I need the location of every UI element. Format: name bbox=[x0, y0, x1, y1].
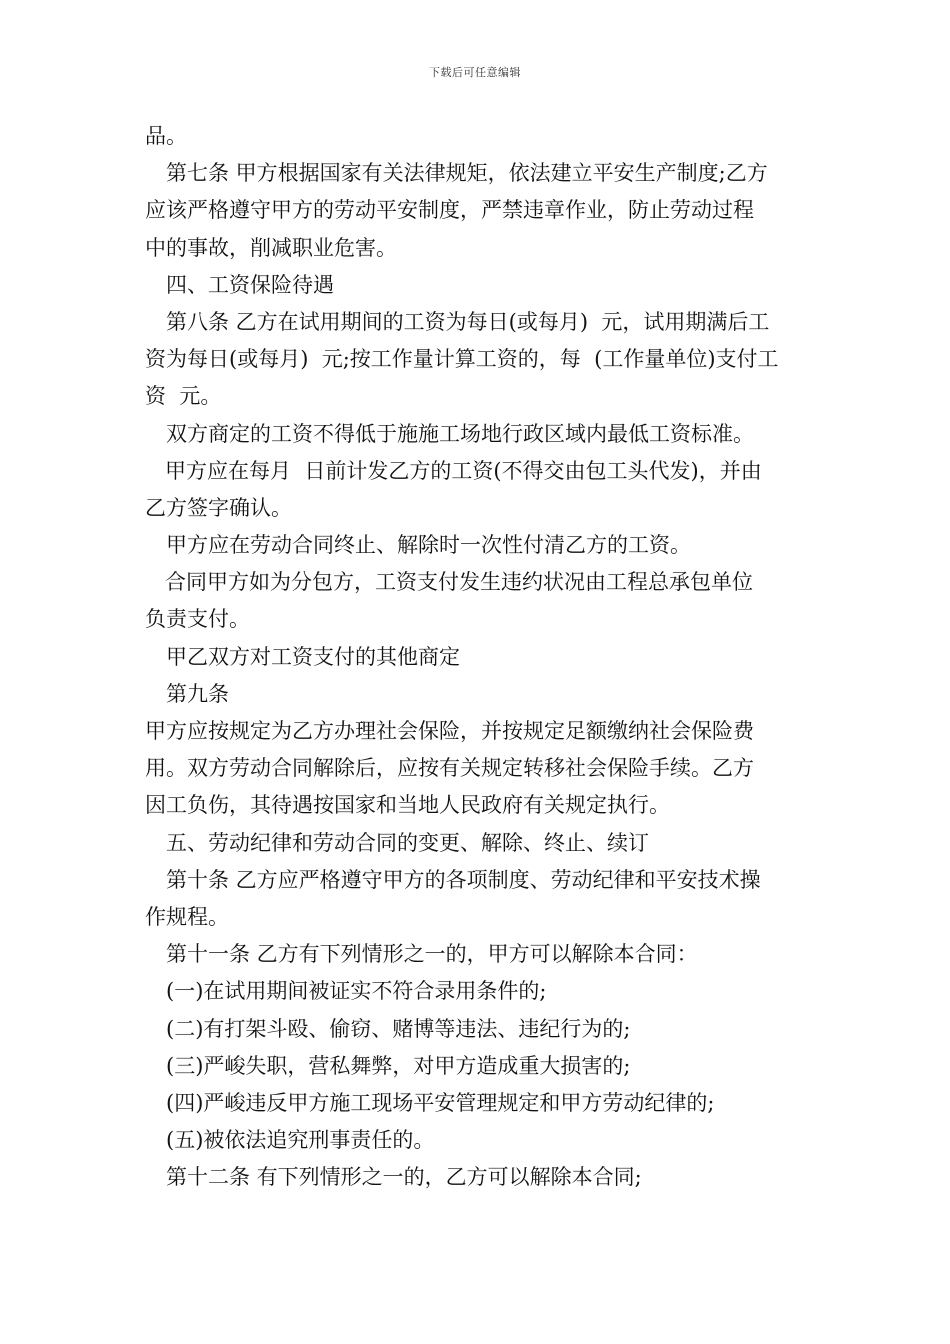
text-line: 甲方应在劳动合同终止、解除时一次性付清乙方的工资。 bbox=[166, 533, 691, 558]
text-line: 甲方应在每月 日前计发乙方的工资(不得交由包工头代发)，并由 bbox=[165, 458, 762, 483]
text-line: 资 元。 bbox=[145, 384, 222, 409]
text-line: 因工负伤，其待遇按国家和当地人民政府有关规定执行。 bbox=[145, 793, 670, 818]
text-line: 双方商定的工资不得低于施施工场地行政区域内最低工资标准。 bbox=[166, 421, 754, 446]
text-line: 资为每日(或每月) 元;按工作量计算工资的，每 (工作量单位)支付工 bbox=[145, 347, 779, 372]
article-7-line: 第七条 甲方根据国家有关法律规矩，依法建立平安生产制度;乙方 bbox=[166, 161, 768, 186]
list-item: (四)严峻违反甲方施工现场平安管理规定和甲方劳动纪律的; bbox=[166, 1090, 715, 1115]
article-11-line: 第十一条 乙方有下列情形之一的，甲方可以解除本合同： bbox=[166, 942, 698, 967]
list-item: (二)有打架斗殴、偷窃、赌博等违法、违纪行为的; bbox=[166, 1016, 631, 1041]
text-line: 负责支付。 bbox=[145, 607, 250, 632]
list-item: (一)在试用期间被证实不符合录用条件的; bbox=[166, 979, 547, 1004]
text-line: 品。 bbox=[145, 124, 187, 148]
list-item: (三)严峻失职，营私舞弊，对甲方造成重大损害的; bbox=[166, 1053, 631, 1078]
document-body bbox=[145, 118, 810, 1196]
article-8-line: 第八条 乙方在试用期间的工资为每日(或每月) 元，试用期满后工 bbox=[166, 309, 770, 334]
text-line: 用。双方劳动合同解除后，应按有关规定转移社会保险手续。乙方 bbox=[145, 756, 754, 781]
article-10-line: 第十条 乙方应严格遵守甲方的各项制度、劳动纪律和平安技术操 bbox=[166, 867, 761, 892]
text-line: 甲乙双方对工资支付的其他商定 bbox=[166, 644, 460, 669]
text-line: 中的事故，削减职业危害。 bbox=[145, 235, 397, 260]
page-header-note: 下载后可任意编辑 bbox=[429, 66, 521, 79]
section-heading-5: 五、劳动纪律和劳动合同的变更、解除、终止、续订 bbox=[166, 830, 649, 855]
text-line: 应该严格遵守甲方的劳动平安制度，严禁违章作业，防止劳动过程 bbox=[145, 198, 754, 223]
article-12-line: 第十二条 有下列情形之一的，乙方可以解除本合同; bbox=[166, 1165, 642, 1190]
section-heading-4: 四、工资保险待遇 bbox=[166, 272, 334, 297]
article-9-heading: 第九条 bbox=[166, 681, 229, 706]
text-line: 乙方签字确认。 bbox=[145, 495, 292, 520]
text-line: 甲方应按规定为乙方办理社会保险，并按规定足额缴纳社会保险费 bbox=[145, 719, 754, 743]
list-item: (五)被依法追究刑事责任的。 bbox=[166, 1128, 435, 1153]
text-line: 合同甲方如为分包方，工资支付发生违约状况由工程总承包单位 bbox=[165, 570, 753, 595]
text-line: 作规程。 bbox=[145, 904, 229, 929]
